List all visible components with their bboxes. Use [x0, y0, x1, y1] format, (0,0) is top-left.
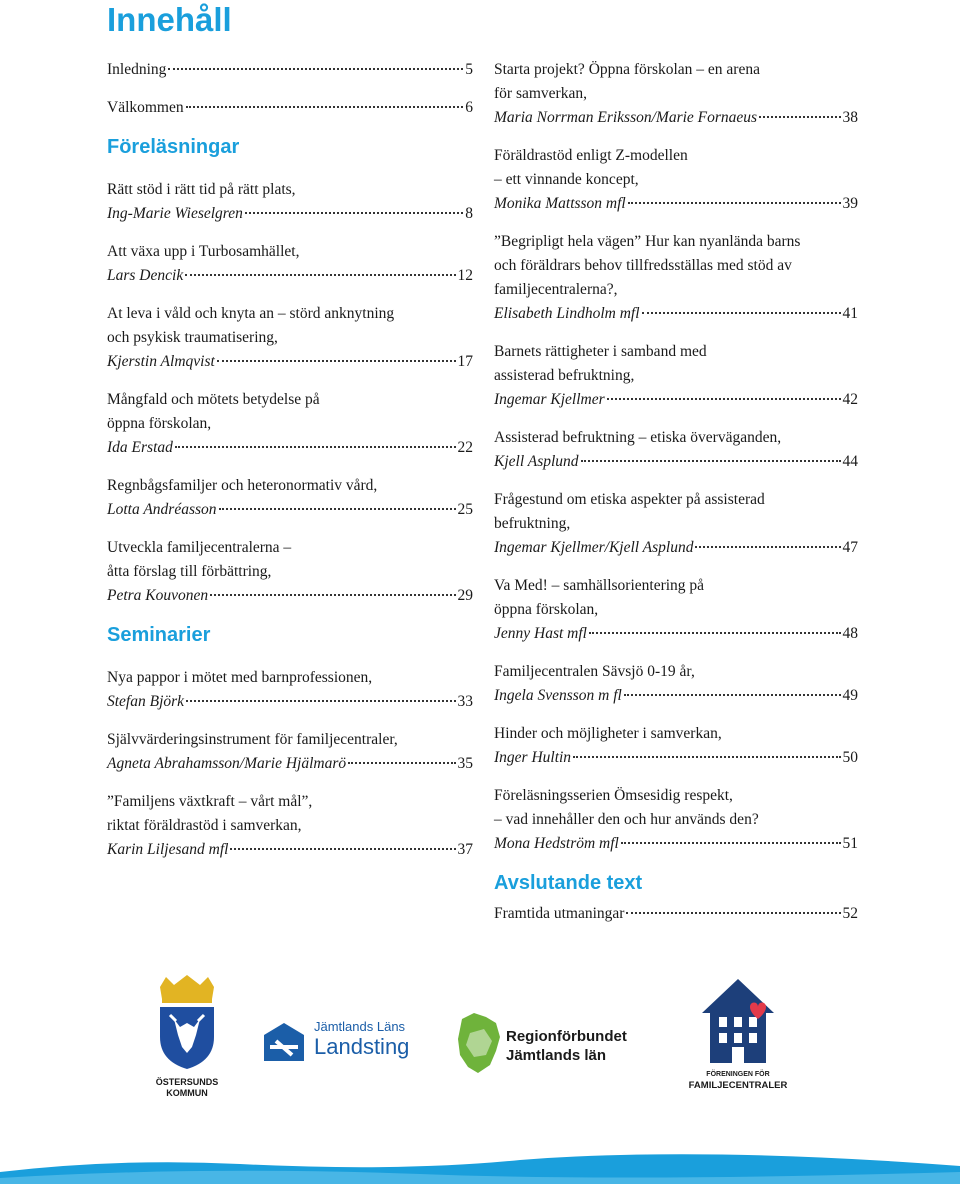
dot-leader	[621, 842, 841, 844]
toc-seminarium-entry[interactable]	[494, 574, 858, 646]
entry-title-line: – ett vinnande koncept,	[494, 171, 639, 188]
toc-seminarium-entry[interactable]	[494, 784, 858, 856]
entry-title-line: och psykisk traumatisering,	[107, 329, 278, 346]
toc-seminarium-entry[interactable]	[107, 666, 473, 714]
entry-page-row	[107, 96, 473, 120]
house-icon	[686, 977, 790, 1065]
entry-author: Ingemar Kjellmer	[494, 391, 605, 408]
entry-author: Ida Erstad	[107, 439, 173, 456]
page-number: 12	[457, 267, 473, 284]
entry-title-line: och föräldrars behov tillfredsställas med stöd av	[494, 257, 792, 274]
entry-page-row	[107, 752, 473, 776]
entry-page-row	[494, 622, 858, 646]
regionforbundet-logo	[456, 1013, 646, 1077]
entry-title-line: åtta förslag till förbättring,	[107, 563, 272, 580]
entry-title-line: ”Familjens växtkraft – vårt mål”,	[107, 793, 313, 810]
dot-leader	[217, 360, 456, 362]
entry-title-line: Föräldrastöd enligt Z-modellen	[494, 147, 688, 164]
entry-author: Monika Mattsson mfl	[494, 195, 626, 212]
entry-page-row	[494, 684, 858, 708]
entry-author: Agneta Abrahamsson/Marie Hjälmarö	[107, 755, 347, 772]
entry-page-row	[494, 746, 858, 770]
entry-title-line: Regnbågsfamiljer och heteronormativ vård,	[107, 477, 378, 494]
entry-title-line: At leva i våld och knyta an – störd anknytning	[107, 305, 395, 322]
dot-leader	[185, 274, 455, 276]
entry-title-line: Självvärderingsinstrument för familjecentraler,	[107, 731, 398, 748]
entry-title-line: Assisterad befruktning – etiska överväganden,	[494, 429, 782, 446]
ostersunds-kommun-logo	[152, 975, 222, 1100]
entry-title-line: befruktning,	[494, 515, 571, 532]
entry-author: Mona Hedström mfl	[494, 835, 619, 852]
toc-intro-group	[107, 58, 473, 120]
entry-author: Ing-Marie Wieselgren	[107, 205, 243, 222]
toc-seminarium-entry[interactable]	[494, 722, 858, 770]
page-title: Innehåll	[107, 1, 232, 38]
foreningen-familjecentraler-logo	[686, 977, 790, 1091]
region-line2: Jämtlands län	[506, 1047, 607, 1064]
entry-author: Jenny Hast mfl	[494, 625, 587, 642]
page-number: 42	[842, 391, 858, 408]
entry-page-row	[494, 902, 858, 926]
entry-author: Lars Dencik	[107, 267, 184, 284]
entry-title-line: Starta projekt? Öppna förskolan – en arena	[494, 61, 760, 78]
dot-leader	[626, 912, 840, 914]
toc-forelasning-entry[interactable]	[107, 178, 473, 226]
entry-page-row	[107, 690, 473, 714]
landsting-line2: Landsting	[314, 1034, 410, 1059]
toc-intro-entry[interactable]	[107, 58, 473, 82]
page-number: 5	[465, 61, 473, 78]
entry-title-line: Frågestund om etiska aspekter på assisterad	[494, 491, 765, 508]
section-heading-avslutande-text: Avslutande text	[494, 872, 643, 894]
page-number: 33	[457, 693, 473, 710]
page-number: 29	[457, 587, 473, 604]
toc-left-column	[107, 58, 473, 876]
section-heading-seminarier: Seminarier	[107, 624, 211, 646]
entry-page-row	[107, 498, 473, 522]
entry-author: Ingela Svensson m fl	[494, 687, 622, 704]
entry-title-line: ”Begripligt hela vägen” Hur kan nyanlända barns	[494, 233, 801, 250]
toc-forelasning-entry[interactable]	[107, 536, 473, 608]
dot-leader	[230, 848, 455, 850]
page-number: 22	[457, 439, 473, 456]
dot-leader	[219, 508, 456, 510]
toc-forelasning-entry[interactable]	[107, 388, 473, 460]
page-number: 52	[842, 905, 858, 922]
entry-title-line: Barnets rättigheter i samband med	[494, 343, 707, 360]
toc-section-seminarier	[107, 622, 473, 862]
dot-leader	[589, 632, 841, 634]
entry-page-row	[494, 106, 858, 130]
entry-page-row	[107, 838, 473, 862]
entry-title-line: Hinder och möjligheter i samverkan,	[494, 725, 722, 742]
toc-avslutande-entry[interactable]	[494, 902, 858, 926]
entry-title-line: riktat föräldrastöd i samverkan,	[107, 817, 302, 834]
entry-page-row	[494, 388, 858, 412]
dot-leader	[607, 398, 841, 400]
page-number: 38	[842, 109, 858, 126]
entry-title-line: Att växa upp i Turbosamhället,	[107, 243, 300, 260]
entry-page-row	[494, 832, 858, 856]
entry-title-line: Föreläsningsserien Ömsesidig respekt,	[494, 787, 733, 804]
entry-author: Ingemar Kjellmer/Kjell Asplund	[494, 539, 694, 556]
page-number: 37	[457, 841, 473, 858]
ostersund-line2: KOMMUN	[166, 1088, 208, 1098]
toc-seminarium-entry[interactable]	[494, 58, 858, 130]
entry-title-line: assisterad befruktning,	[494, 367, 635, 384]
toc-seminarium-entry[interactable]	[494, 230, 858, 326]
entry-title-line: Rätt stöd i rätt tid på rätt plats,	[107, 181, 296, 198]
entry-title-line: Nya pappor i mötet med barnprofessionen,	[107, 669, 373, 686]
entry-author: Inger Hultin	[494, 749, 572, 766]
entry-title-line: Mångfald och mötets betydelse på	[107, 391, 320, 408]
dot-leader	[581, 460, 841, 462]
entry-title-line: Familjecentralen Sävsjö 0-19 år,	[494, 663, 695, 680]
entry-author: Karin Liljesand mfl	[107, 841, 229, 858]
page-number: 44	[842, 453, 858, 470]
page-number: 50	[842, 749, 858, 766]
dot-leader	[168, 68, 463, 70]
page-number: 41	[842, 305, 858, 322]
entry-author: Kjerstin Almqvist	[107, 353, 215, 370]
toc-forelasning-entry[interactable]	[107, 240, 473, 288]
entry-page-row	[107, 350, 473, 374]
dot-leader	[210, 594, 455, 596]
toc-seminarium-entry[interactable]	[494, 340, 858, 412]
entry-author: Maria Norrman Eriksson/Marie Fornaeus	[494, 109, 758, 126]
entry-page-row	[494, 536, 858, 560]
toc-seminarium-entry[interactable]	[494, 488, 858, 560]
toc-intro-entry[interactable]	[107, 96, 473, 120]
dot-leader	[573, 756, 840, 758]
entry-page-row	[107, 264, 473, 288]
jamtland-map-icon	[456, 1013, 502, 1075]
foreningen-line2: FAMILJECENTRALER	[688, 1080, 788, 1091]
partner-logos	[0, 975, 960, 1115]
page-number: 39	[842, 195, 858, 212]
dot-leader	[186, 700, 455, 702]
page-number: 8	[465, 205, 473, 222]
entry-title-line: för samverkan,	[494, 85, 587, 102]
entry-page-row	[107, 584, 473, 608]
toc-section-foreläsningar	[107, 134, 473, 608]
entry-title: Framtida utmaningar	[494, 905, 625, 922]
toc-seminarium-entry[interactable]	[494, 660, 858, 708]
page-number: 35	[457, 755, 473, 772]
entry-title-line: Va Med! – samhällsorientering på	[494, 577, 705, 594]
footer-wave	[0, 1144, 960, 1184]
page-number: 25	[457, 501, 473, 518]
toc-seminarium-entry[interactable]	[107, 728, 473, 776]
entry-title-line: öppna förskolan,	[107, 415, 212, 432]
entry-title-line: Utveckla familjecentralerna –	[107, 539, 292, 556]
entry-title-line: – vad innehåller den och hur används den?	[494, 811, 759, 828]
toc-seminarium-entry[interactable]	[494, 144, 858, 216]
dot-leader	[628, 202, 841, 204]
toc-right-column	[494, 58, 858, 940]
entry-page-row	[494, 450, 858, 474]
entry-page-row	[494, 192, 858, 216]
dot-leader	[759, 116, 840, 118]
entry-author: Petra Kouvonen	[107, 587, 209, 604]
page-number: 6	[465, 99, 473, 116]
entry-author: Lotta Andréasson	[107, 501, 217, 518]
ostersund-line1: ÖSTERSUNDS	[155, 1077, 219, 1087]
page-number: 17	[457, 353, 473, 370]
region-line1: Regionförbundet	[506, 1028, 627, 1045]
page-number: 51	[842, 835, 858, 852]
dot-leader	[175, 446, 456, 448]
section-heading-forelasningar: Föreläsningar	[107, 136, 240, 158]
entry-title: Inledning	[107, 61, 167, 78]
entry-page-row	[107, 58, 473, 82]
page-number: 49	[842, 687, 858, 704]
dot-leader	[624, 694, 841, 696]
page-number: 47	[842, 539, 858, 556]
page-number: 48	[842, 625, 858, 642]
dot-leader	[186, 106, 464, 108]
toc-seminarium-entry[interactable]	[494, 426, 858, 474]
entry-title: Välkommen	[107, 99, 184, 116]
landsting-logo	[262, 1017, 422, 1067]
dot-leader	[348, 762, 455, 764]
entry-author: Stefan Björk	[107, 693, 185, 710]
dot-leader	[695, 546, 840, 548]
landsting-line1: Jämtlands Läns	[314, 1019, 406, 1034]
entry-author: Elisabeth Lindholm mfl	[494, 305, 640, 322]
landsting-mark-icon	[262, 1021, 306, 1065]
entry-page-row	[494, 302, 858, 326]
entry-title-line: familjecentralerna?,	[494, 281, 618, 298]
entry-title-line: öppna förskolan,	[494, 601, 599, 618]
toc-section-avslutande	[494, 870, 858, 926]
toc-seminarium-entry[interactable]	[107, 790, 473, 862]
entry-author: Kjell Asplund	[494, 453, 579, 470]
entry-page-row	[107, 202, 473, 226]
ostersund-crest-icon	[152, 975, 222, 1070]
entry-page-row	[107, 436, 473, 460]
toc-forelasning-entry[interactable]	[107, 302, 473, 374]
foreningen-line1: FÖRENINGEN FÖR	[706, 1071, 770, 1078]
toc-forelasning-entry[interactable]	[107, 474, 473, 522]
dot-leader	[642, 312, 841, 314]
dot-leader	[245, 212, 463, 214]
